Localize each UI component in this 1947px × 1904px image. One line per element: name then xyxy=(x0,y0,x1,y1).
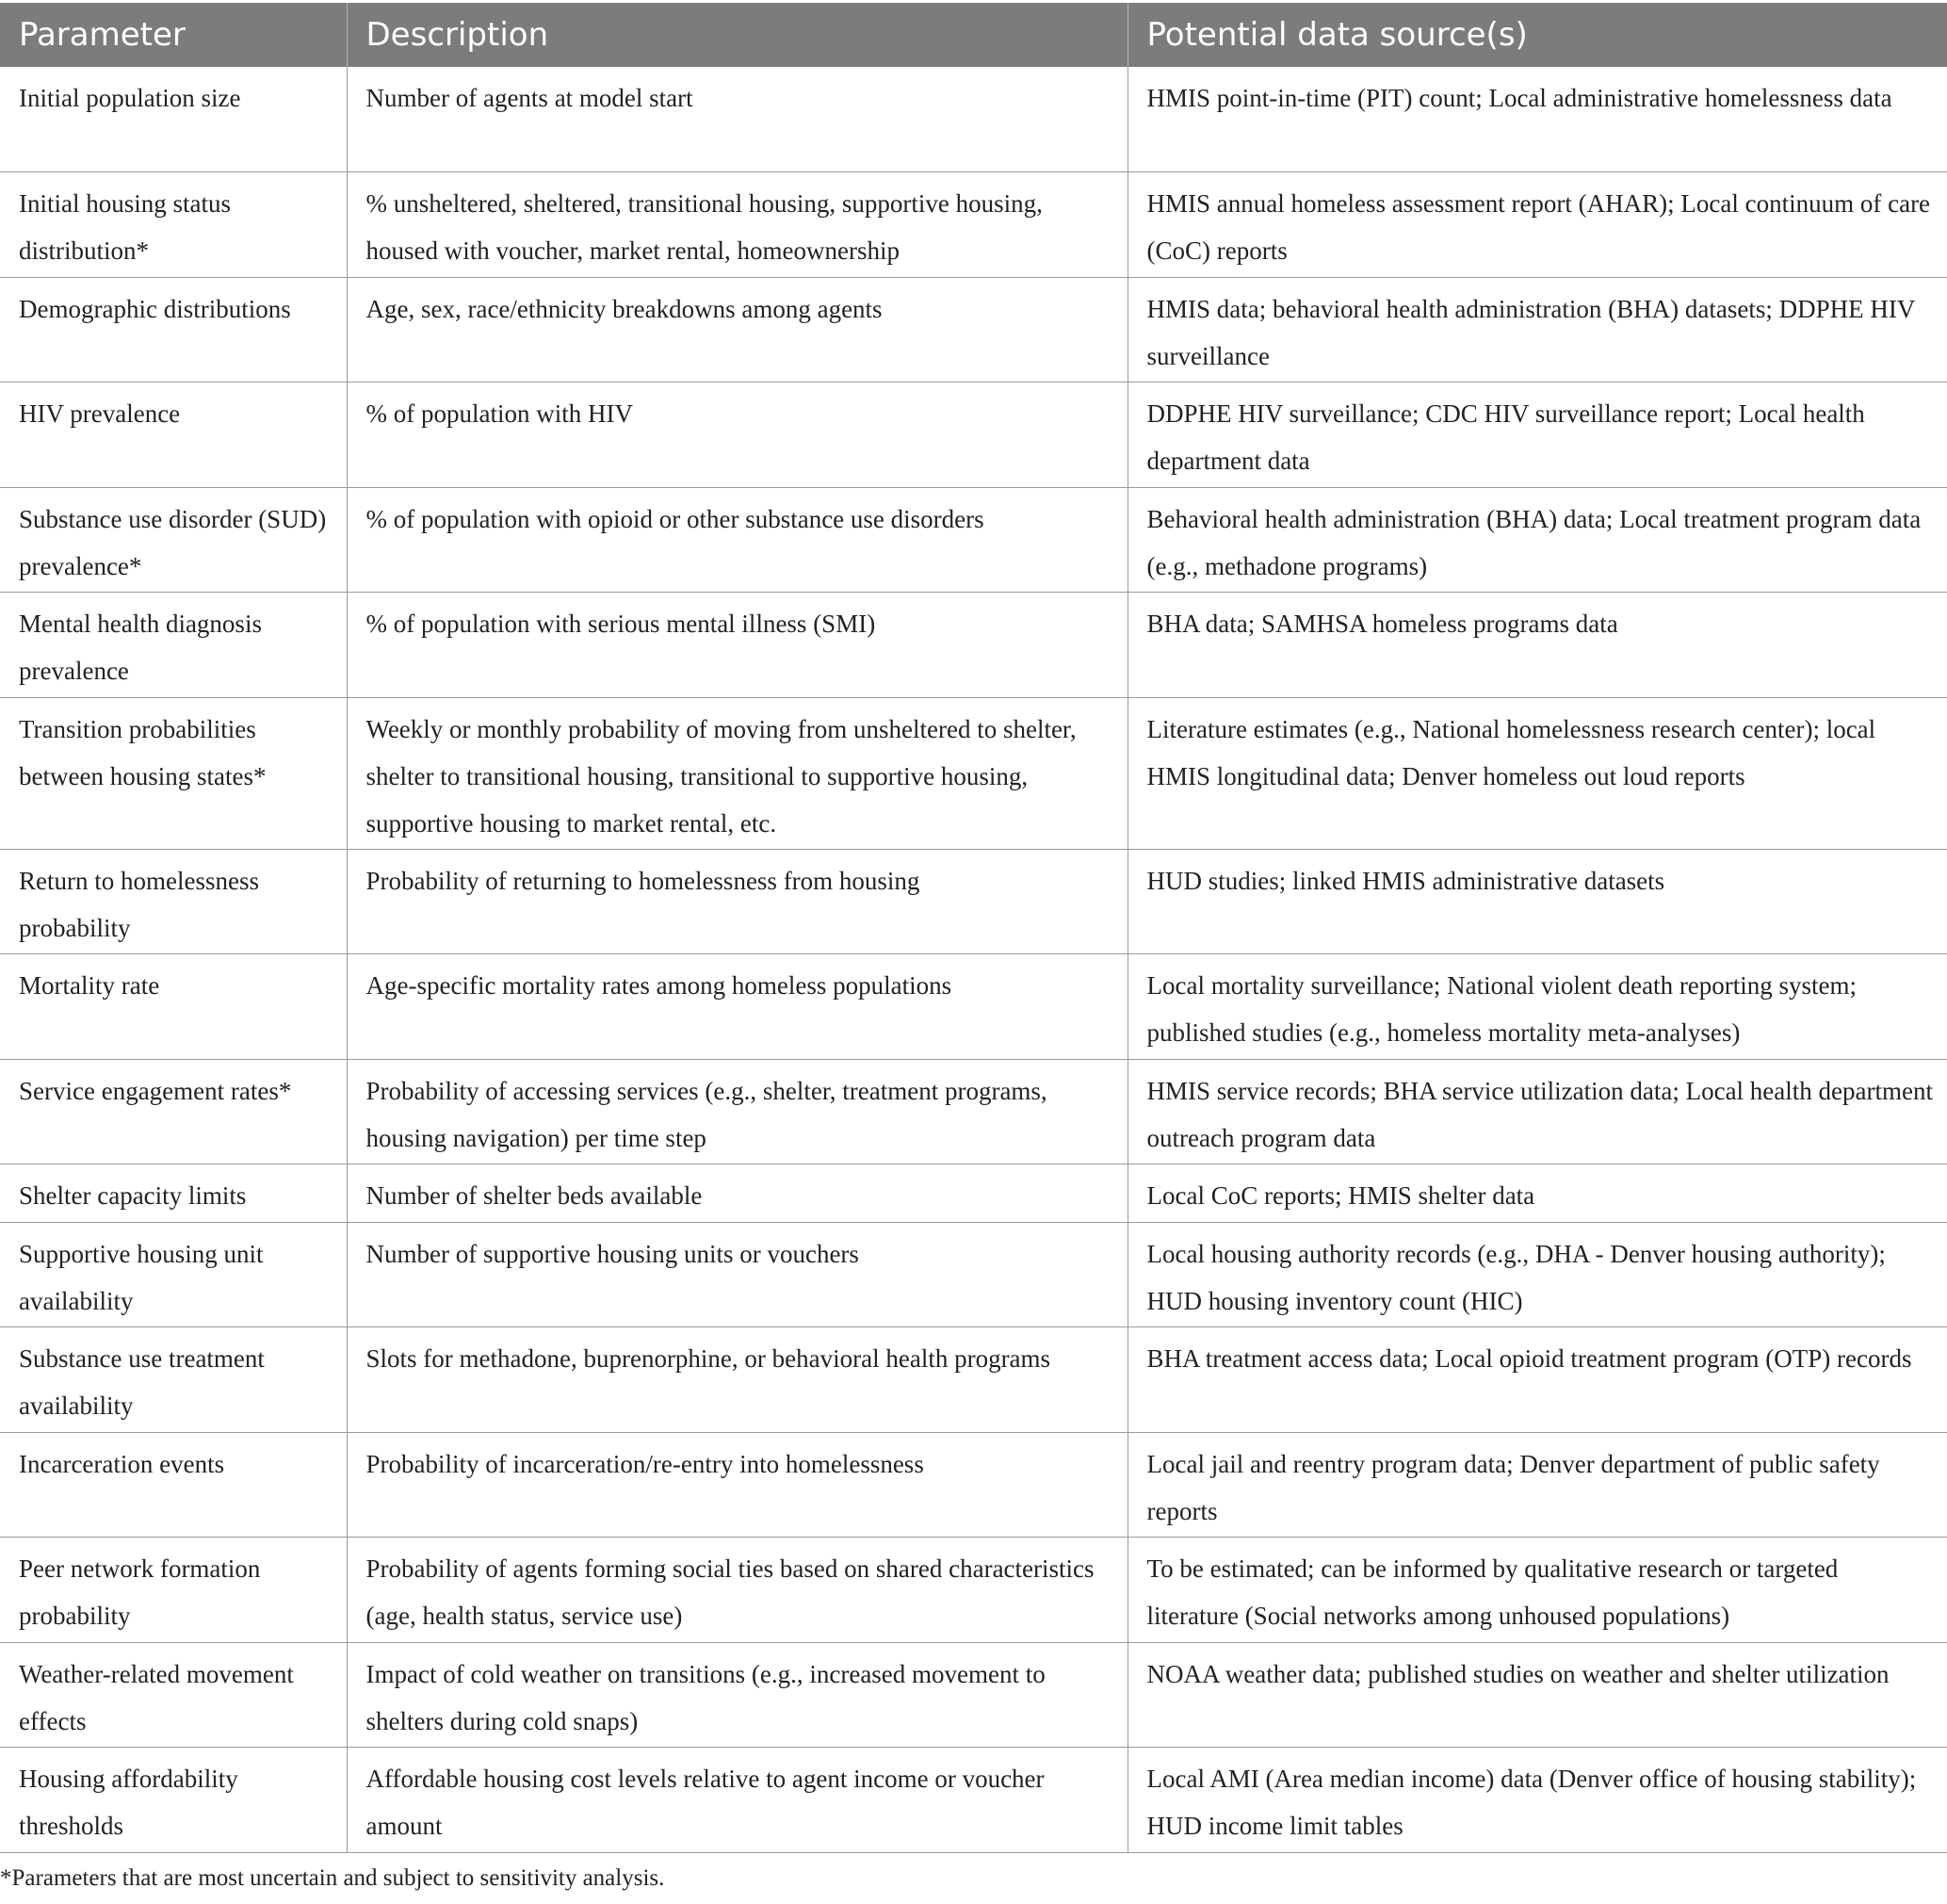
parameter-table xyxy=(0,3,1947,1853)
description-cell: Affordable housing cost levels relative to agent income or voucher amount xyxy=(347,1748,1128,1853)
table-footnote: *Parameters that are most uncertain and subject to sensitivity analysis. xyxy=(0,1865,665,1891)
parameter-table-container xyxy=(0,3,1947,1853)
parameter-cell: Demographic distributions xyxy=(0,277,347,382)
source-cell: HMIS data; behavioral health administration (BHA) datasets; DDPHE HIV surveillance xyxy=(1128,277,1947,382)
description-cell: % of population with opioid or other substance use disorders xyxy=(347,487,1128,593)
table-body xyxy=(0,67,1947,1852)
parameter-cell: HIV prevalence xyxy=(0,382,347,488)
description-cell: Number of agents at model start xyxy=(347,67,1128,172)
parameter-cell: Initial housing status distribution* xyxy=(0,172,347,278)
parameter-cell: Incarceration events xyxy=(0,1432,347,1538)
source-cell: DDPHE HIV surveillance; CDC HIV surveillance report; Local health department data xyxy=(1128,382,1947,488)
table-row xyxy=(0,1642,1947,1748)
description-cell: Impact of cold weather on transitions (e.g., increased movement to shelters during cold snaps) xyxy=(347,1642,1128,1748)
table-row xyxy=(0,1748,1947,1853)
description-cell: % of population with serious mental illness (SMI) xyxy=(347,593,1128,698)
description-cell: Probability of returning to homelessness from housing xyxy=(347,849,1128,954)
table-header xyxy=(0,3,1947,67)
description-cell: Number of supportive housing units or vouchers xyxy=(347,1222,1128,1327)
table-row xyxy=(0,1059,1947,1164)
source-cell: Local housing authority records (e.g., DHA - Denver housing authority); HUD housing inventory count (HIC) xyxy=(1128,1222,1947,1327)
header-row xyxy=(0,3,1947,67)
table-row xyxy=(0,697,1947,849)
parameter-cell: Weather-related movement effects xyxy=(0,1642,347,1748)
table-row xyxy=(0,1538,1947,1643)
description-cell: Probability of agents forming social ties based on shared characteristics (age, health status, service use) xyxy=(347,1538,1128,1643)
parameter-cell: Housing affordability thresholds xyxy=(0,1748,347,1853)
source-cell: To be estimated; can be informed by qualitative research or targeted literature (Social networks among unhoused populations) xyxy=(1128,1538,1947,1643)
source-cell: BHA data; SAMHSA homeless programs data xyxy=(1128,593,1947,698)
column-header-parameter: Parameter xyxy=(0,3,347,67)
parameter-cell: Peer network formation probability xyxy=(0,1538,347,1643)
parameter-cell: Mortality rate xyxy=(0,954,347,1060)
table-row xyxy=(0,277,1947,382)
source-cell: Local jail and reentry program data; Denver department of public safety reports xyxy=(1128,1432,1947,1538)
source-cell: Local CoC reports; HMIS shelter data xyxy=(1128,1164,1947,1223)
source-cell: HMIS annual homeless assessment report (AHAR); Local continuum of care (CoC) reports xyxy=(1128,172,1947,278)
source-cell: NOAA weather data; published studies on weather and shelter utilization xyxy=(1128,1642,1947,1748)
parameter-cell: Mental health diagnosis prevalence xyxy=(0,593,347,698)
table-row xyxy=(0,487,1947,593)
parameter-cell: Transition probabilities between housing states* xyxy=(0,697,347,849)
table-row xyxy=(0,954,1947,1060)
table-row xyxy=(0,1222,1947,1327)
source-cell: BHA treatment access data; Local opioid treatment program (OTP) records xyxy=(1128,1327,1947,1433)
description-cell: Age-specific mortality rates among homeless populations xyxy=(347,954,1128,1060)
source-cell: HMIS service records; BHA service utilization data; Local health department outreach program data xyxy=(1128,1059,1947,1164)
table-row xyxy=(0,382,1947,488)
source-cell: Local AMI (Area median income) data (Denver office of housing stability); HUD income limit tables xyxy=(1128,1748,1947,1853)
table-row xyxy=(0,1164,1947,1223)
description-cell: % of population with HIV xyxy=(347,382,1128,488)
description-cell: % unsheltered, sheltered, transitional housing, supportive housing, housed with voucher, market rental, homeownership xyxy=(347,172,1128,278)
parameter-cell: Substance use treatment availability xyxy=(0,1327,347,1433)
description-cell: Weekly or monthly probability of moving from unsheltered to shelter, shelter to transitional housing, transitional to supportive housing, supportive housing to market rental, etc. xyxy=(347,697,1128,849)
column-header-description: Description xyxy=(347,3,1128,67)
table-row xyxy=(0,849,1947,954)
source-cell: HMIS point-in-time (PIT) count; Local administrative homelessness data xyxy=(1128,67,1947,172)
description-cell: Number of shelter beds available xyxy=(347,1164,1128,1223)
description-cell: Age, sex, race/ethnicity breakdowns among agents xyxy=(347,277,1128,382)
parameter-cell: Service engagement rates* xyxy=(0,1059,347,1164)
table-row xyxy=(0,1327,1947,1433)
table-row xyxy=(0,1432,1947,1538)
source-cell: Behavioral health administration (BHA) data; Local treatment program data (e.g., methadone programs) xyxy=(1128,487,1947,593)
column-header-data-source: Potential data source(s) xyxy=(1128,3,1947,67)
parameter-cell: Shelter capacity limits xyxy=(0,1164,347,1223)
source-cell: Literature estimates (e.g., National homelessness research center); local HMIS longitudinal data; Denver homeless out loud reports xyxy=(1128,697,1947,849)
table-row xyxy=(0,172,1947,278)
parameter-cell: Initial population size xyxy=(0,67,347,172)
description-cell: Probability of accessing services (e.g., shelter, treatment programs, housing navigation) per time step xyxy=(347,1059,1128,1164)
source-cell: HUD studies; linked HMIS administrative datasets xyxy=(1128,849,1947,954)
parameter-cell: Supportive housing unit availability xyxy=(0,1222,347,1327)
parameter-cell: Substance use disorder (SUD) prevalence* xyxy=(0,487,347,593)
table-row xyxy=(0,593,1947,698)
source-cell: Local mortality surveillance; National violent death reporting system; published studies (e.g., homeless mortality meta-analyses) xyxy=(1128,954,1947,1060)
description-cell: Probability of incarceration/re-entry into homelessness xyxy=(347,1432,1128,1538)
table-row xyxy=(0,67,1947,172)
parameter-cell: Return to homelessness probability xyxy=(0,849,347,954)
description-cell: Slots for methadone, buprenorphine, or behavioral health programs xyxy=(347,1327,1128,1433)
